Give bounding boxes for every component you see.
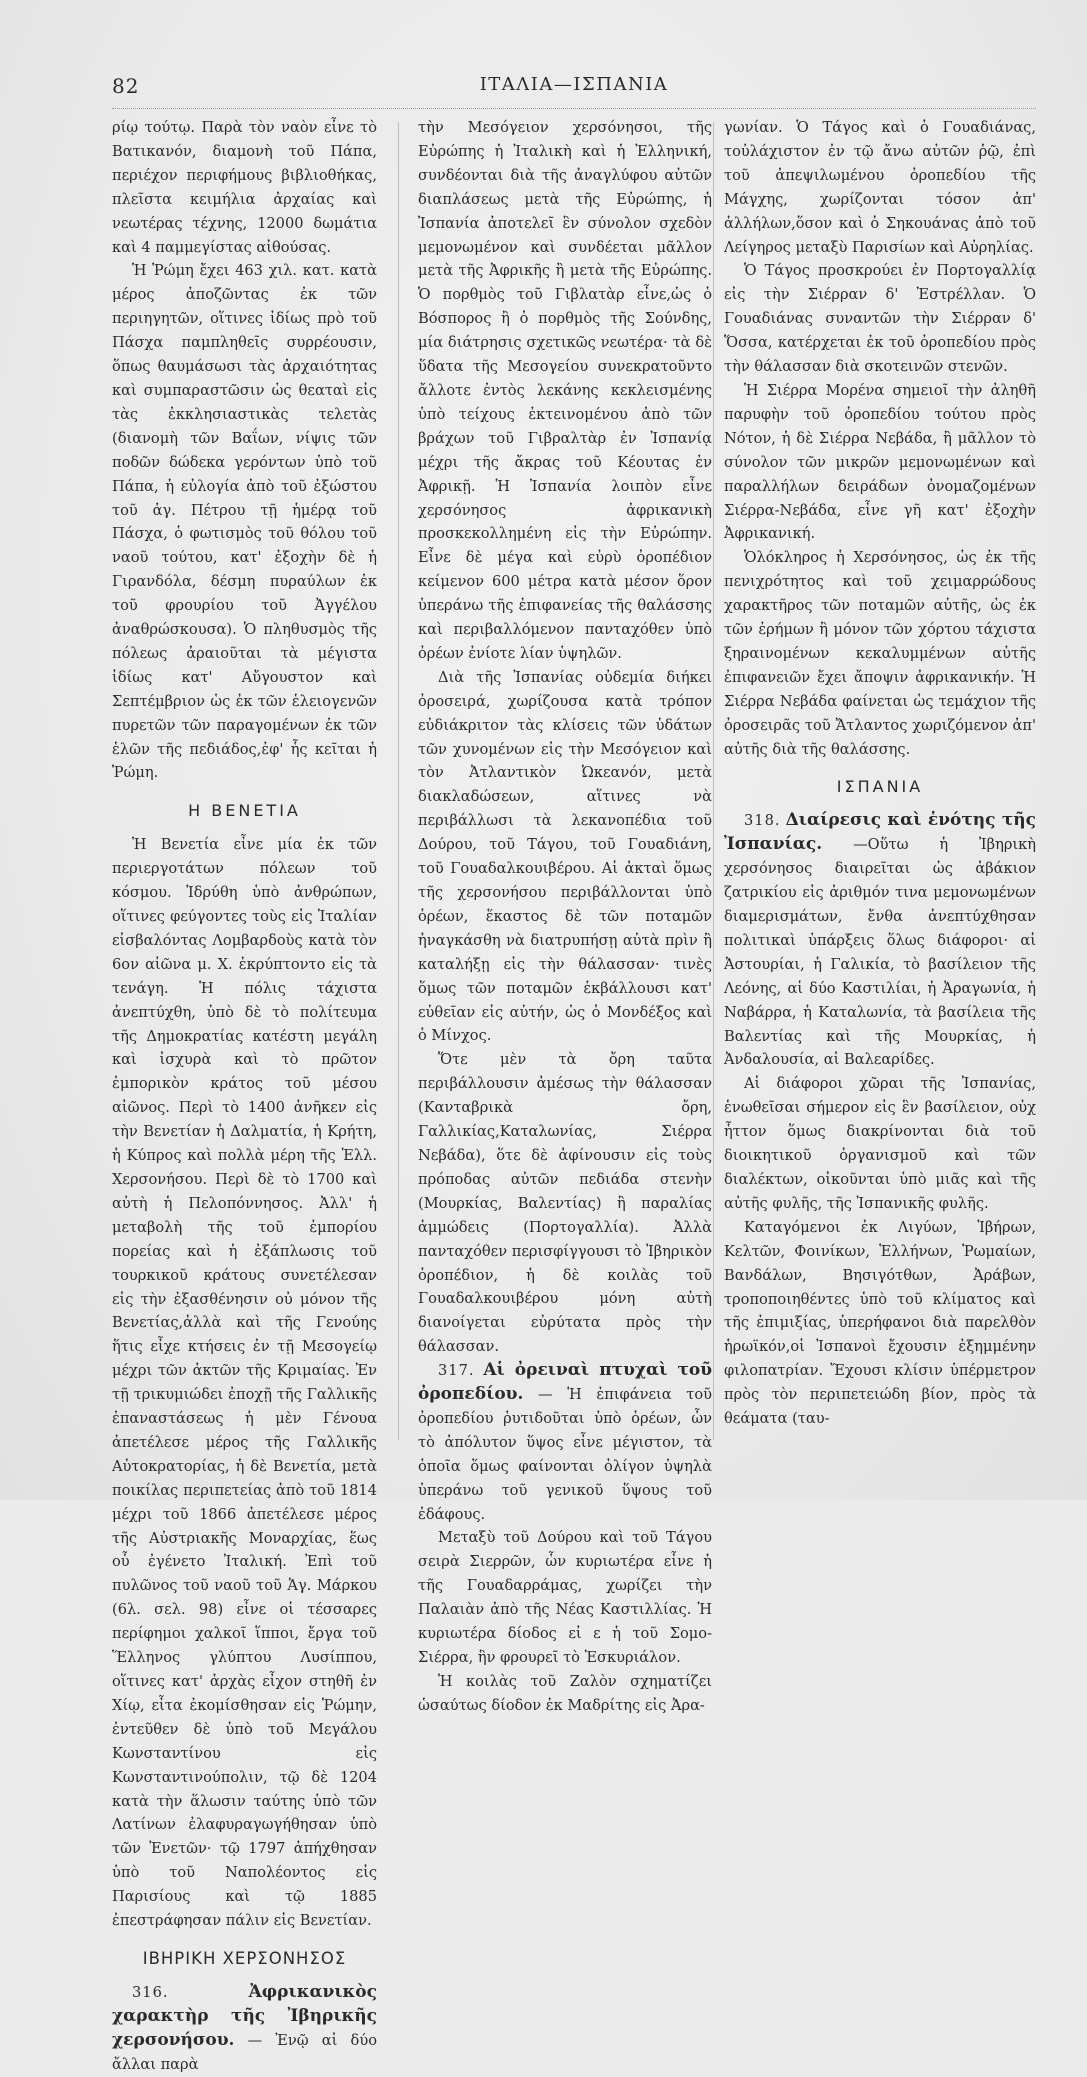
paragraph-tagus-portugal: Ὁ Τάγος προσκρούει ἐν Πορτογαλλίᾳ εἰς τὴν Σιέρραν δ' Ἐστρέλλαν. Ὁ Γουαδιάνας συναντῶν τὴν Σιέρραν δ' Ὅσσα, κατέρχεται ἐκ τοῦ ὀροπεδίου πρὸς τὴν θάλασσαν διὰ σκοτεινῶν στενῶν.	[724, 262, 1036, 376]
section-318-number: 318.	[744, 812, 781, 830]
page-header	[112, 74, 1036, 108]
section-318-title: Διαίρεσις καὶ ἑνότης τῆς Ἰσπανίας.	[724, 810, 1036, 855]
section-316-number: 316.	[132, 1983, 169, 2001]
paragraph-douro-tagus: Μεταξὺ τοῦ Δούρου καὶ τοῦ Τάγου σειρὰ Σιερρῶν, ὧν κυριωτέρα εἶνε ἡ τῆς Γουαδαρράμας, χωρίζει τὴν Παλαιὰν ἀπὸ τῆς Νέας Καστιλλίας. Ἡ κυριωτέρα δίοδος εἰ ε ἡ τοῦ Σομο-Σιέρρα, ἣν φρουρεῖ τὸ Ἐσκυριάλον.	[418, 1529, 712, 1666]
paragraph-iberia-mountains: Διὰ τῆς Ἰσπανίας οὐδεμία διήκει ὀροσειρά, χωρίζουσα κατὰ τρόπον εὐδιάκριτον τὰς κλίσεις τῶν ὑδάτων τῶν χυνομένων εἰς τὴν Μεσόγειον καὶ τὸν Ἀτλαντικὸν Ὠκεανόν, μετὰ διακλαδώσεων, αἵτινες νὰ περιβάλλωσι τὰ λεκανοπέδια τοῦ Δούρου, τοῦ Τάγου, τοῦ Γουαδιάνη, τοῦ Γουαδαλκουιβέρου. Αἱ ἀκταὶ ὅμως τῆς χερσονήσου περιβάλλονται ὑπὸ ὀρέων, ἕκαστος δὲ τῶν ποταμῶν ἠναγκάσθη νὰ διατρυπήσῃ αὐτὰ πρὶν ἢ καταλήξῃ εἰς τὴν θάλασσαν· τινὲς ὅμως τῶν ποταμῶν ἐκβάλλουσι κατ' εὐθεῖαν εἰς αὐτήν, ὡς ὁ Μονδέξος καὶ ὁ Μίνχος.	[418, 668, 712, 1045]
paragraph-tagus-guadiana: γωνίαν. Ὁ Τάγος καὶ ὁ Γουαδιάνας, τοὐλάχιστον ἐν τῷ ἄνω αὐτῶν ῥῷ, ἐπὶ τοῦ ἀπεψιλωμένου ὀροπεδίου τῆς Μάγχης, χωρίζονται τόσον ἀπ' ἀλλήλων,ὅσον καὶ ὁ Σηκουάνας ἀπὸ τοῦ Λείγηρος μεταξὺ Παρισίων καὶ Αὐρηλίας.	[724, 119, 1036, 256]
paragraph-zalon-valley: Ἡ κοιλὰς τοῦ Ζαλὸν σχηματίζει ὡσαύτως δίοδον ἐκ Μαδρίτης εἰς Ἀρα-	[418, 1672, 712, 1714]
paragraph-iberia-africa: τὴν Μεσόγειον χερσόνησοι, τῆς Εὐρώπης ἡ Ἰταλικὴ καὶ ἡ Ἑλληνική, συνδέονται διὰ τῆς ἀναγλύφου αὐτῶν διαπλάσεως μετὰ τῆς Εὐρώπης, ἡ Ἰσπανία ἀποτελεῖ ἓν σύνολον σχεδὸν μεμονωμένον καὶ συνδέεται μᾶλλον μετὰ τῆς Ἀφρικῆς ἢ μετὰ τῆς Εὐρώπης. Ὁ πορθμὸς τοῦ Γιβλατὰρ εἶνε,ὡς ὁ Βόσπορος ἢ ὁ πορθμὸς τῆς Σούνδης, μία διάτρησις σχετικῶς νεωτέρα· τὰ δὲ ὕδατα τῆς Μεσογείου συνεκρατοῦντο ἄλλοτε ἐντὸς λεκάνης κεκλεισμένης ὑπὸ τείχους ἐκτεινομένου ἀπὸ τῶν βράχων τοῦ Γιβραλτὰρ ἐν Ἰσπανίᾳ μέχρι τῆς ἄκρας τοῦ Κέουτας ἐν Ἀφρικῇ. Ἡ Ἰσπανία λοιπὸν εἶνε χερσόνησος ἀφρικανικὴ προσκεκολλημένη εἰς τὴν Εὐρώπην. Εἶνε δὲ μέγα καὶ εὐρὺ ὀροπέδιον κείμενον 600 μέτρα κατὰ μέσον ὅρον ὑπεράνω τῆς ἐπιφανείας τῆς θαλάσσης καὶ περιβαλλόμενον πανταχόθεν ὑπὸ ὀρέων ἐνίοτε λίαν ὑψηλῶν.	[418, 119, 712, 662]
section-318-text: —Οὕτω ἡ Ἰβηρικὴ χερσόνησος διαιρεῖται ὡς ἀβάκιον ζατρικίου εἰς ἀριθμόν τινα μεμονωμένων διαμερισμάτων, ἔνθα ἀνεπτύχθησαν πολιτικαὶ ὑπάρξεις ὅλως διάφοροι· αἱ Ἀστουρίαι, ἡ Γαλικία, τὸ βασίλειον τῆς Λεόνης, αἱ δύο Καστιλίαι, ἡ Ἀραγωνία, ἡ Ναβάρρα, ἡ Καταλωνία, τὰ βασίλεια τῆς Βαλεντίας καὶ τῆς Μουρκίας, ἡ Ἀνδαλουσία, αἱ Βαλεαρίδες.	[724, 836, 1037, 1069]
page-number: 82	[112, 74, 140, 98]
section-316-title: Ἀφρικανικὸς χαρακτὴρ τῆς Ἰβηρικῆς χερσονήσου.	[112, 1981, 377, 2050]
heading-spain: ΙΣΠΑΝΙΑ	[836, 777, 924, 797]
column-right	[724, 116, 1036, 1446]
section-317-text: — Ἡ ἐπιφάνεια τοῦ ὀροπεδίου ῥυτιδοῦται ὑπὸ ὀρέων, ὧν τὸ ἀπόλυτον ὕψος εἶνε μέγιστον, τὰ ὁποῖα ὅμως φαίνονται ὀλίγον ὑψηλὰ ὑπεράνω τοῦ γενικοῦ ὕψους τοῦ ἐδάφους.	[418, 1386, 713, 1523]
section-316	[112, 1981, 377, 2077]
column-middle	[418, 116, 713, 1714]
section-317	[418, 1359, 712, 1526]
heading-venice: Η ΒΕΝΕΤΙΑ	[188, 801, 301, 821]
section-318	[724, 809, 1036, 1072]
paragraph-venice: Ἡ Βενετία εἶνε μία ἐκ τῶν περιεργοτάτων πόλεων τοῦ κόσμου. Ἱδρύθη ὑπὸ ἀνθρώπων, οἵτινες φεύγοντες τοὺς εἰς Ἰταλίαν εἰσβαλόντας Λομβαρδοὺς κατὰ τὸν 6ον αἰῶνα μ. Χ. ἐκρύπτοντο εἰς τὰ τενάγη. Ἡ πόλις τάχιστα ἀνεπτύχθη, ὑπὸ δὲ τὸ πολίτευμα τῆς Δημοκρατίας κατέστη μεγάλη καὶ ἰσχυρὰ καὶ τὸ πρῶτον ἐμπορικὸν κράτος τοῦ μέσου αἰῶνος. Περὶ τὸ 1400 ἀνῆκεν εἰς τὴν Βενετίαν ἡ Δαλματία, ἡ Κρήτη, ἡ Κύπρος καὶ πολλὰ μέρη τῆς Ἑλλ. Χερσονήσου. Περὶ δὲ τὸ 1700 καὶ αὐτὴ ἡ Πελοπόννησος. Ἀλλ' ἡ μεταβολὴ τῆς τοῦ ἐμπορίου πορείας καὶ ἡ ἐξάπλωσις τοῦ τουρκικοῦ κράτους συνετέλεσαν εἰς τὴν ἐξασθένησιν οὐ μόνον τῆς Βενετίας,ἀλλὰ καὶ τῆς Γενούης ἥτις εἶχε κτήσεις ἐν τῇ Μεσογείῳ μέχρι τῶν ἀκτῶν τῆς Κριμαίας. Ἐν τῇ τρικυμιώδει ἐποχῇ τῆς Γαλλικῆς ἐπαναστάσεως ἡ μὲν Γένουα ἀπετέλεσε μέρος τῆς Γαλλικῆς Αὐτοκρατορίας, ἡ δὲ Βενετία, μετὰ ποικίλας περιπετείας ἀπὸ τοῦ 1814 μέχρι τοῦ 1866 ἀπετέλεσε μέρος τῆς Αὐστριακῆς Μοναρχίας, ἕως οὗ ἐγένετο Ἰταλική. Ἐπὶ τοῦ πυλῶνος τοῦ ναοῦ τοῦ Ἁγ. Μάρκου (6λ. σελ. 98) εἶνε οἱ τέσσαρες περίφημοι χαλκοῖ ἵπποι, ἔργα τοῦ Ἕλληνος γλύπτου Λυσίππου, οἵτινες κατ' ἀρχὰς εἶχον στηθῆ ἐν Χίῳ, εἶτα ἐκομίσθησαν εἰς Ῥώμην, ἐντεῦθεν δὲ ὑπὸ τοῦ Μεγάλου Κωνσταντίνου εἰς Κωνσταντινούπολιν, τῷ δὲ 1204 κατὰ τὴν ἅλωσιν ταύτης ὑπὸ τῶν Λατίνων ἐλαφυραγωγήθησαν ὑπὸ τῶν Ἐνετῶν· τῷ 1797 ἀπήχθησαν ὑπὸ τοῦ Ναπολέοντος εἰς Παρισίους καὶ τῷ 1885 ἐπεστράφησαν πάλιν εἰς Βενετίαν.	[112, 836, 377, 1930]
paragraph-sierra-morena: Ἡ Σιέρρα Μορένα σημειοῖ τὴν ἀληθῆ παρυφὴν τοῦ ὀροπεδίου τούτου πρὸς Νότον, ἡ δὲ Σιέρρα Νεβάδα, ἢ μᾶλλον τὸ σύνολον τῶν μικρῶν μεμονωμένων καὶ παραλλήλων δειράδων ὀνομαζομένων Σιέρρα-Νεβάδα, εἶνε γῆ κατ' ἐξοχὴν Ἀφρικανική.	[724, 381, 1036, 543]
column-divider-1	[398, 122, 399, 1440]
running-title: ΙΤΑΛΙΑ—ΙΣΠΑΝΙΑ	[479, 74, 669, 95]
section-317-number: 317.	[438, 1362, 475, 1380]
header-rule	[112, 108, 1036, 109]
column-left	[112, 116, 377, 2073]
paragraph-spain-origins: Καταγόμενοι ἐκ Λιγύων, Ἰβήρων, Κελτῶν, Φοινίκων, Ἑλλήνων, Ῥωμαίων, Βανδάλων, Βησιγότθων, Ἀράβων, τροποποιηθέντες ὑπὸ τοῦ κλίματος καὶ τῆς ἐπιμιξίας, ὑπερήφανοι διὰ παρελθὸν ἡρωϊκόν,οἱ Ἰσπανοὶ ἔχουσιν ἐξημμένην φιλοπατρίαν. Ἔχουσι κλίσιν ὑπέρμετρον πρὸς τὸν περιπετειώδη βίον, πρὸς τὰ θεάματα (ταυ-	[724, 1218, 1036, 1428]
paragraph-rome-population: Ἡ Ῥώμη ἔχει 463 χιλ. κατ. κατὰ μέρος ἀποζῶντας ἐκ τῶν περιηγητῶν, οἵτινες ἰδίως πρὸ τοῦ Πάσχα παμπληθεῖς συρρέουσιν, ὅπως θαυμάσωσι τὰς ἀρχαιότητας καὶ συμπαραστῶσιν ὡς θεαταὶ εἰς τὰς ἐκκλησιαστικὰς τελετὰς (διανομὴ τῶν Βαΐων, νίψις τῶν ποδῶν δώδεκα γερόντων ὑπὸ τοῦ Πάπα, ἡ εὐλογία ἀπὸ τοῦ ἐξώστου τοῦ ἁγ. Πέτρου τῇ ἡμέρᾳ τοῦ Πάσχα, ὁ φωτισμὸς τοῦ θόλου τοῦ ναοῦ τούτου, κατ' ἐξοχὴν δὲ ἡ Γιρανδόλα, δέσμη πυραύλων ἐκ τοῦ φρουρίου τοῦ Ἀγγέλου ἀναθρώσκουσα). Ὁ πληθυσμὸς τῆς πόλεως ἀραιοῦται τὰ μέγιστα ἰδίως κατ' Αὔγουστον καὶ Σεπτέμβριον ὡς ἐκ τῶν ἑλειογενῶν πυρετῶν τῶν παραγομένων ἐκ τῶν ἑλῶν τῆς πεδιάδος,ἐφ' ἧς κεῖται ἡ Ῥώμη.	[112, 262, 377, 782]
paragraph-spain-unity: Αἱ διάφοροι χῶραι τῆς Ἰσπανίας, ἑνωθεῖσαι σήμερον εἰς ἓν βασίλειον, οὐχ ἧττον ὅμως διακρίνονται διὰ τοῦ διοικητικοῦ ὀργανισμοῦ καὶ τῶν διαλέκτων, οἰκοῦνται ὑπὸ μιᾶς καὶ τῆς αὐτῆς φυλῆς, τῆς Ἰσπανικῆς φυλῆς.	[724, 1075, 1036, 1212]
paragraph-rome-vatican: ρίῳ τούτῳ. Παρὰ τὸν ναὸν εἶνε τὸ Βατικανόν, διαμονὴ τοῦ Πάπα, περιέχον περιφήμους βιβλιοθήκας, πλεῖστα κειμήλια ἀρχαίας καὶ νεωτέρας τέχνης, 12000 δωμάτια καὶ 4 παμμεγίστας αἰθούσας.	[112, 119, 377, 256]
section-317-title: Αἱ ὀρειναὶ πτυχαὶ τοῦ ὀροπεδίου.	[418, 1360, 713, 1405]
section-316-text: — Ἐνῷ αἱ δύο ἄλλαι παρὰ	[112, 2031, 377, 2073]
paragraph-coastal-ranges: Ὅτε μὲν τὰ ὄρη ταῦτα περιβάλλουσιν ἀμέσως τὴν θάλασσαν (Κανταβρικὰ ὄρη, Γαλλικίας,Καταλωνίας, Σιέρρα Νεβάδα), ὅτε δὲ ἀφίνουσιν εἰς τοὺς πρόποδας αὐτῶν πεδιάδα στενὴν (Μουρκίας, Βαλεντίας) ἢ παραλίας ἀμμώδεις (Πορτογαλλία). Ἀλλὰ πανταχόθεν περισφίγγουσι τὸ Ἰβηρικὸν ὀροπέδιον, ἡ δὲ κοιλὰς τοῦ Γουαδαλκουιβέρου μόνη αὐτὴ διανοίγεται εὐρύτατα πρὸς τὴν θάλασσαν.	[418, 1051, 712, 1356]
column-divider-2	[713, 122, 714, 1440]
paragraph-peninsula-character: Ὁλόκληρος ἡ Χερσόνησος, ὡς ἐκ τῆς πενιχρότητος καὶ τοῦ χειμαρρώδους χαρακτῆρος τῶν ποταμῶν αὐτῆς, ὡς ἐκ τῶν ἐρήμων ἢ μόνον τῶν χόρτου τάχιστα ξηραινομένων κεκαλυμμένων αὐτῆς ἐπιφανειῶν ἔχει ἄποψιν ἀφρικανικήν. Ἡ Σιέρρα Νεβάδα φαίνεται ὡς τεμάχιον τῆς ὀροσειρᾶς τοῦ Ἄτλαντος χωριζόμενον ἀπ' αὐτῆς διὰ τῆς θαλάσσης.	[724, 549, 1036, 758]
heading-iberian-peninsula: ΙΒΗΡΙΚΗ ΧΕΡΣΟΝΗΣΟΣ	[142, 1948, 347, 1968]
